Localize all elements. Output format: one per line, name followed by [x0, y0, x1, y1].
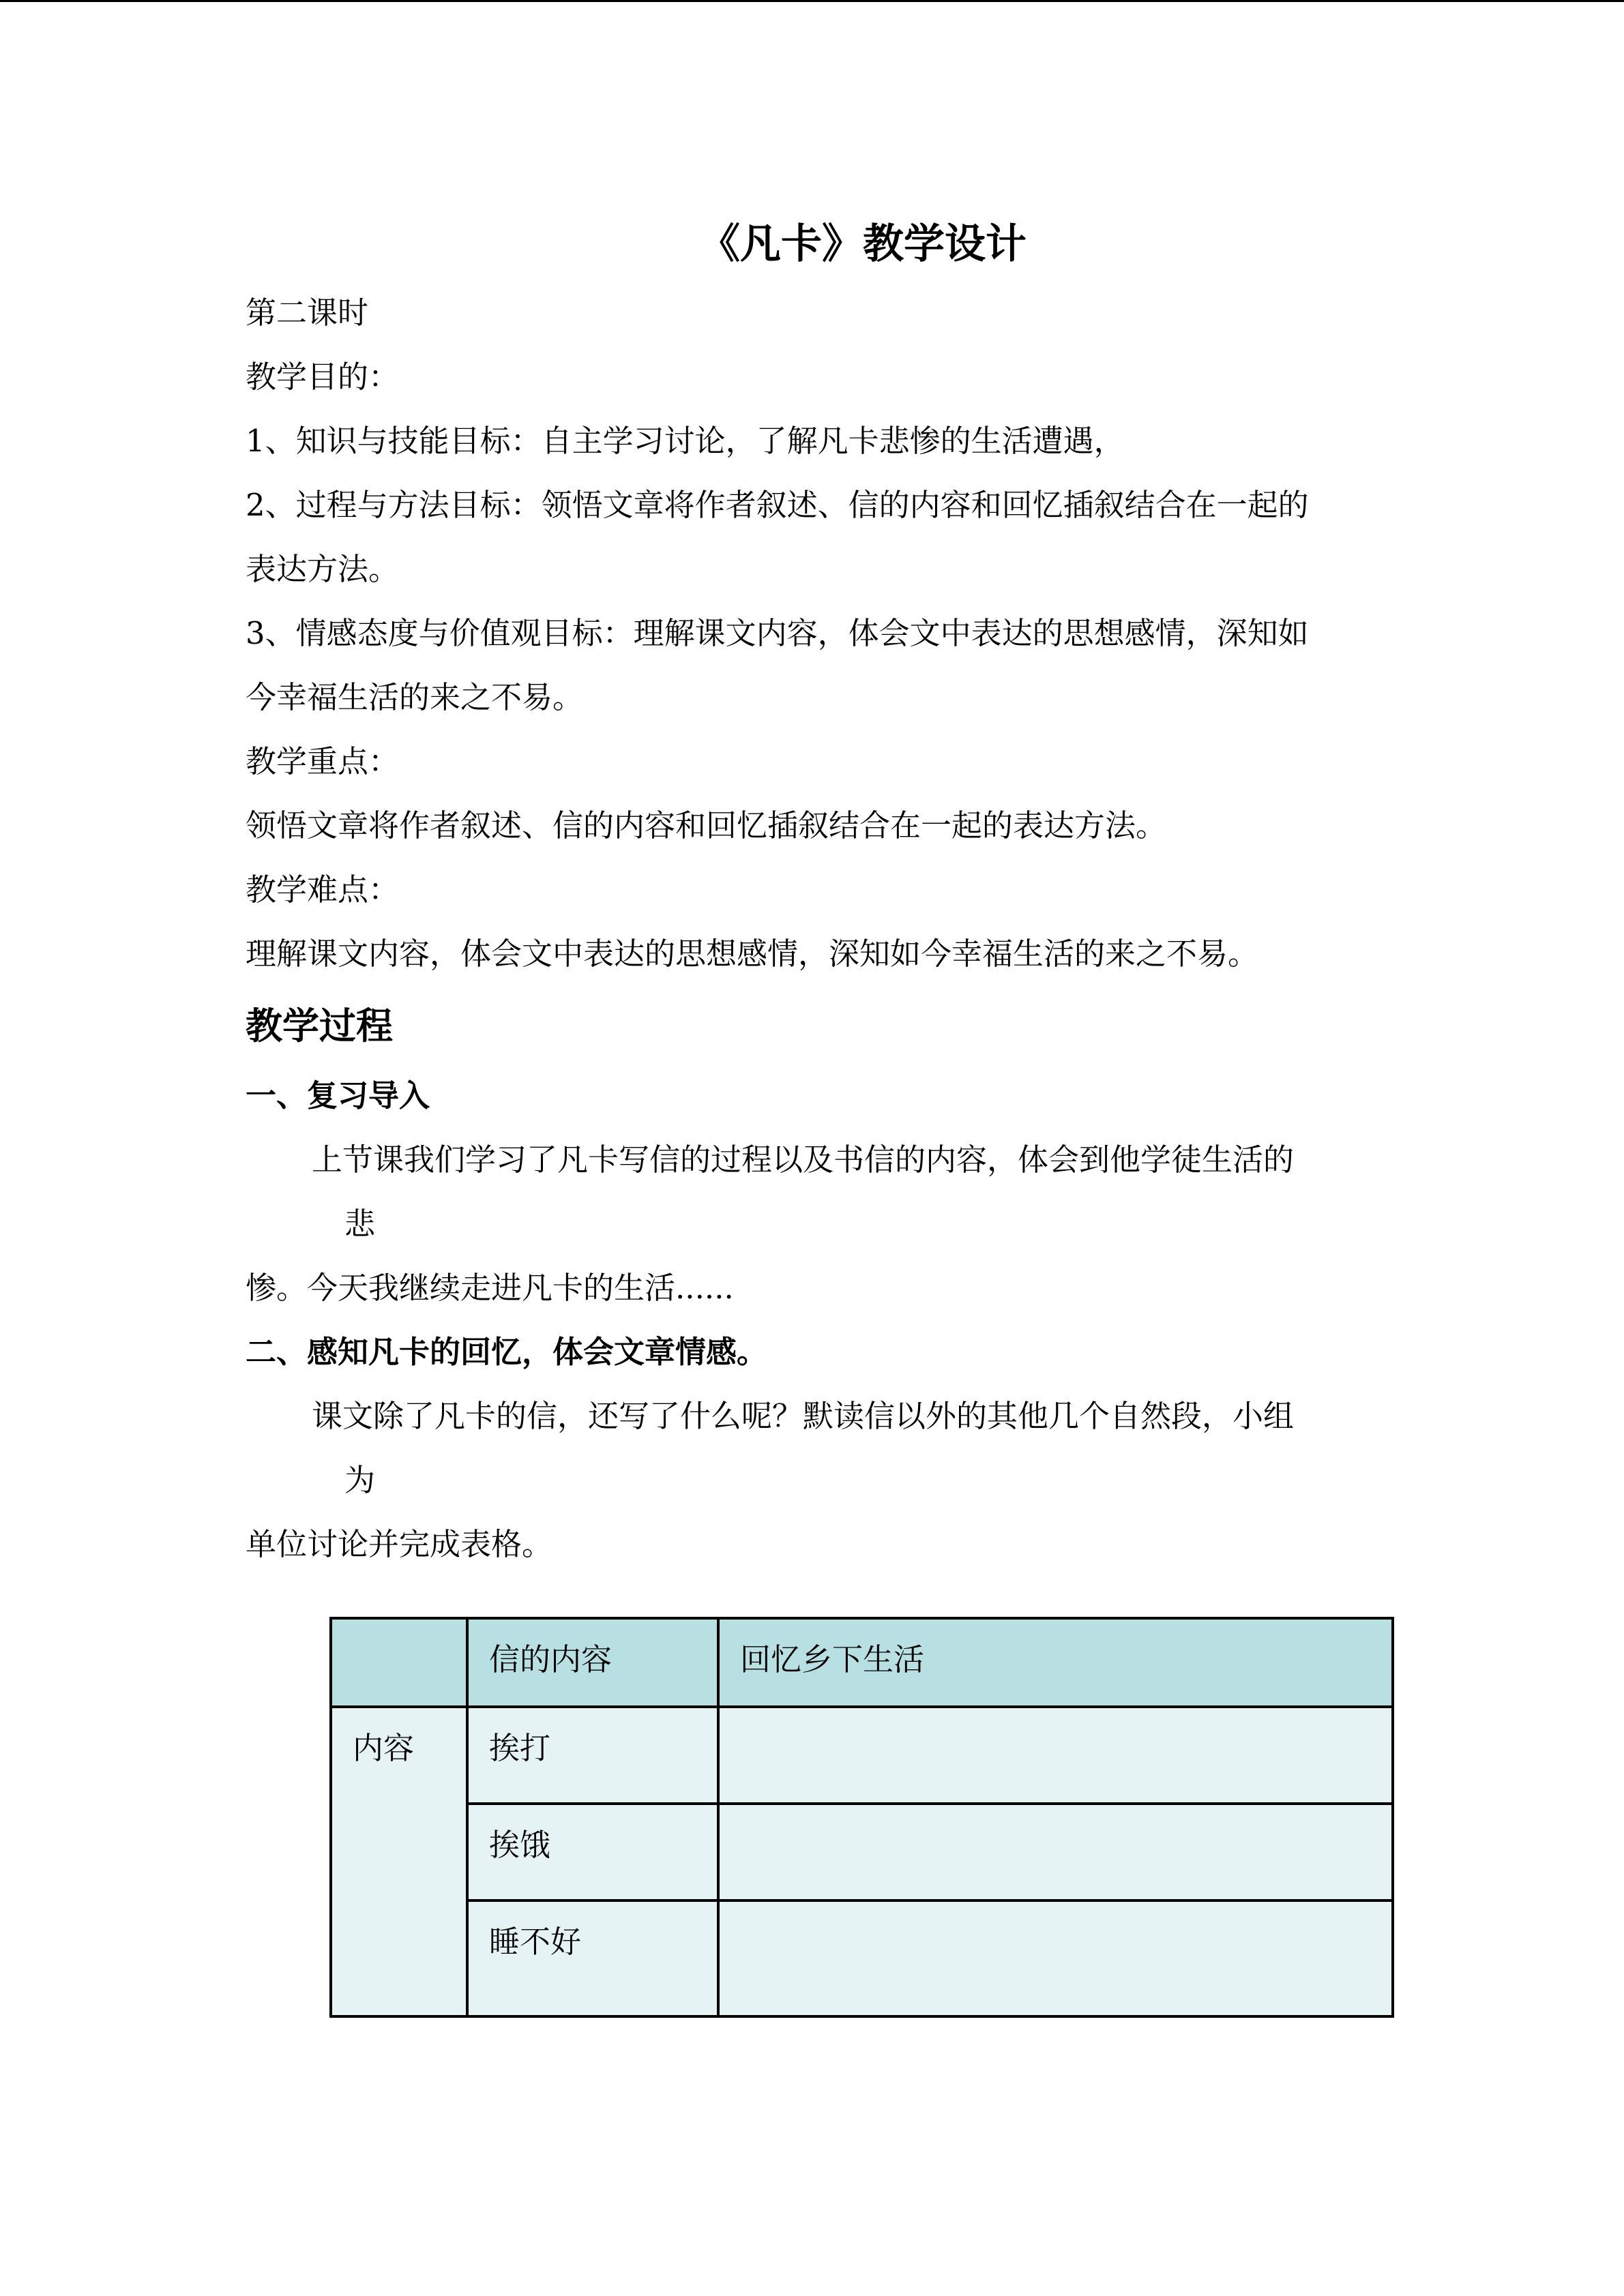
process-heading: 教学过程	[246, 1004, 393, 1047]
letter-content-cell: 挨饿	[467, 1804, 718, 1900]
objective-2-line-2: 表达方法。	[246, 551, 400, 587]
letter-content-cell: 挨打	[467, 1707, 718, 1804]
key-point-text: 领悟文章将作者叙述、信的内容和回忆插叙结合在一起的表达方法。	[246, 807, 1167, 844]
objective-1: 1、知识与技能目标：自主学习讨论，了解凡卡悲惨的生活遭遇，	[246, 423, 1125, 459]
letter-content-cell: 睡不好	[467, 1900, 718, 2016]
table-row	[331, 1707, 1393, 1804]
section-2-paragraph-line-2: 为	[344, 1462, 376, 1498]
section-2-heading: 二、感知凡卡的回忆，体会文章情感。	[246, 1334, 768, 1370]
table-header-row	[331, 1618, 1393, 1707]
objective-2-line-1: 2、过程与方法目标：领悟文章将作者叙述、信的内容和回忆插叙结合在一起的	[246, 487, 1309, 523]
section-1-paragraph-line-3: 惨。今天我继续走进凡卡的生活......	[246, 1270, 734, 1306]
difficulty-text: 理解课文内容，体会文中表达的思想感情，深知如今幸福生活的来之不易。	[246, 936, 1259, 972]
section-2-paragraph-line-3: 单位讨论并完成表格。	[246, 1526, 553, 1562]
section-1-paragraph-line-1: 上节课我们学习了凡卡写信的过程以及书信的内容，体会到他学徒生活的	[312, 1142, 1295, 1178]
lesson-period: 第二课时	[246, 295, 369, 331]
section-1-heading: 一、复习导入	[246, 1077, 430, 1114]
objective-3-line-1: 3、情感态度与价值观目标：理解课文内容，体会文中表达的思想感情，深知如	[246, 615, 1309, 651]
row-label-cell: 内容	[331, 1707, 467, 2016]
key-point-label: 教学重点：	[246, 743, 400, 779]
objective-3-line-2: 今幸福生活的来之不易。	[246, 679, 584, 715]
memory-cell	[718, 1804, 1393, 1900]
table-header-cell: 回忆乡下生活	[718, 1618, 1393, 1707]
table-row	[331, 1804, 1393, 1900]
difficulty-label: 教学难点：	[246, 871, 400, 908]
section-2-paragraph-line-1: 课文除了凡卡的信，还写了什么呢？默读信以外的其他几个自然段，小组	[312, 1398, 1295, 1434]
top-border	[0, 0, 1624, 2]
table-header-cell	[331, 1618, 467, 1707]
objectives-label: 教学目的：	[246, 359, 400, 395]
section-1-paragraph-line-2: 悲	[344, 1206, 376, 1242]
table-row	[331, 1900, 1393, 2016]
document-page	[246, 205, 1378, 1577]
discussion-table	[329, 1617, 1394, 2018]
memory-cell	[718, 1900, 1393, 2016]
memory-cell	[718, 1707, 1393, 1804]
table-header-cell: 信的内容	[467, 1618, 718, 1707]
document-title: 《凡卡》教学设计	[699, 220, 1027, 268]
